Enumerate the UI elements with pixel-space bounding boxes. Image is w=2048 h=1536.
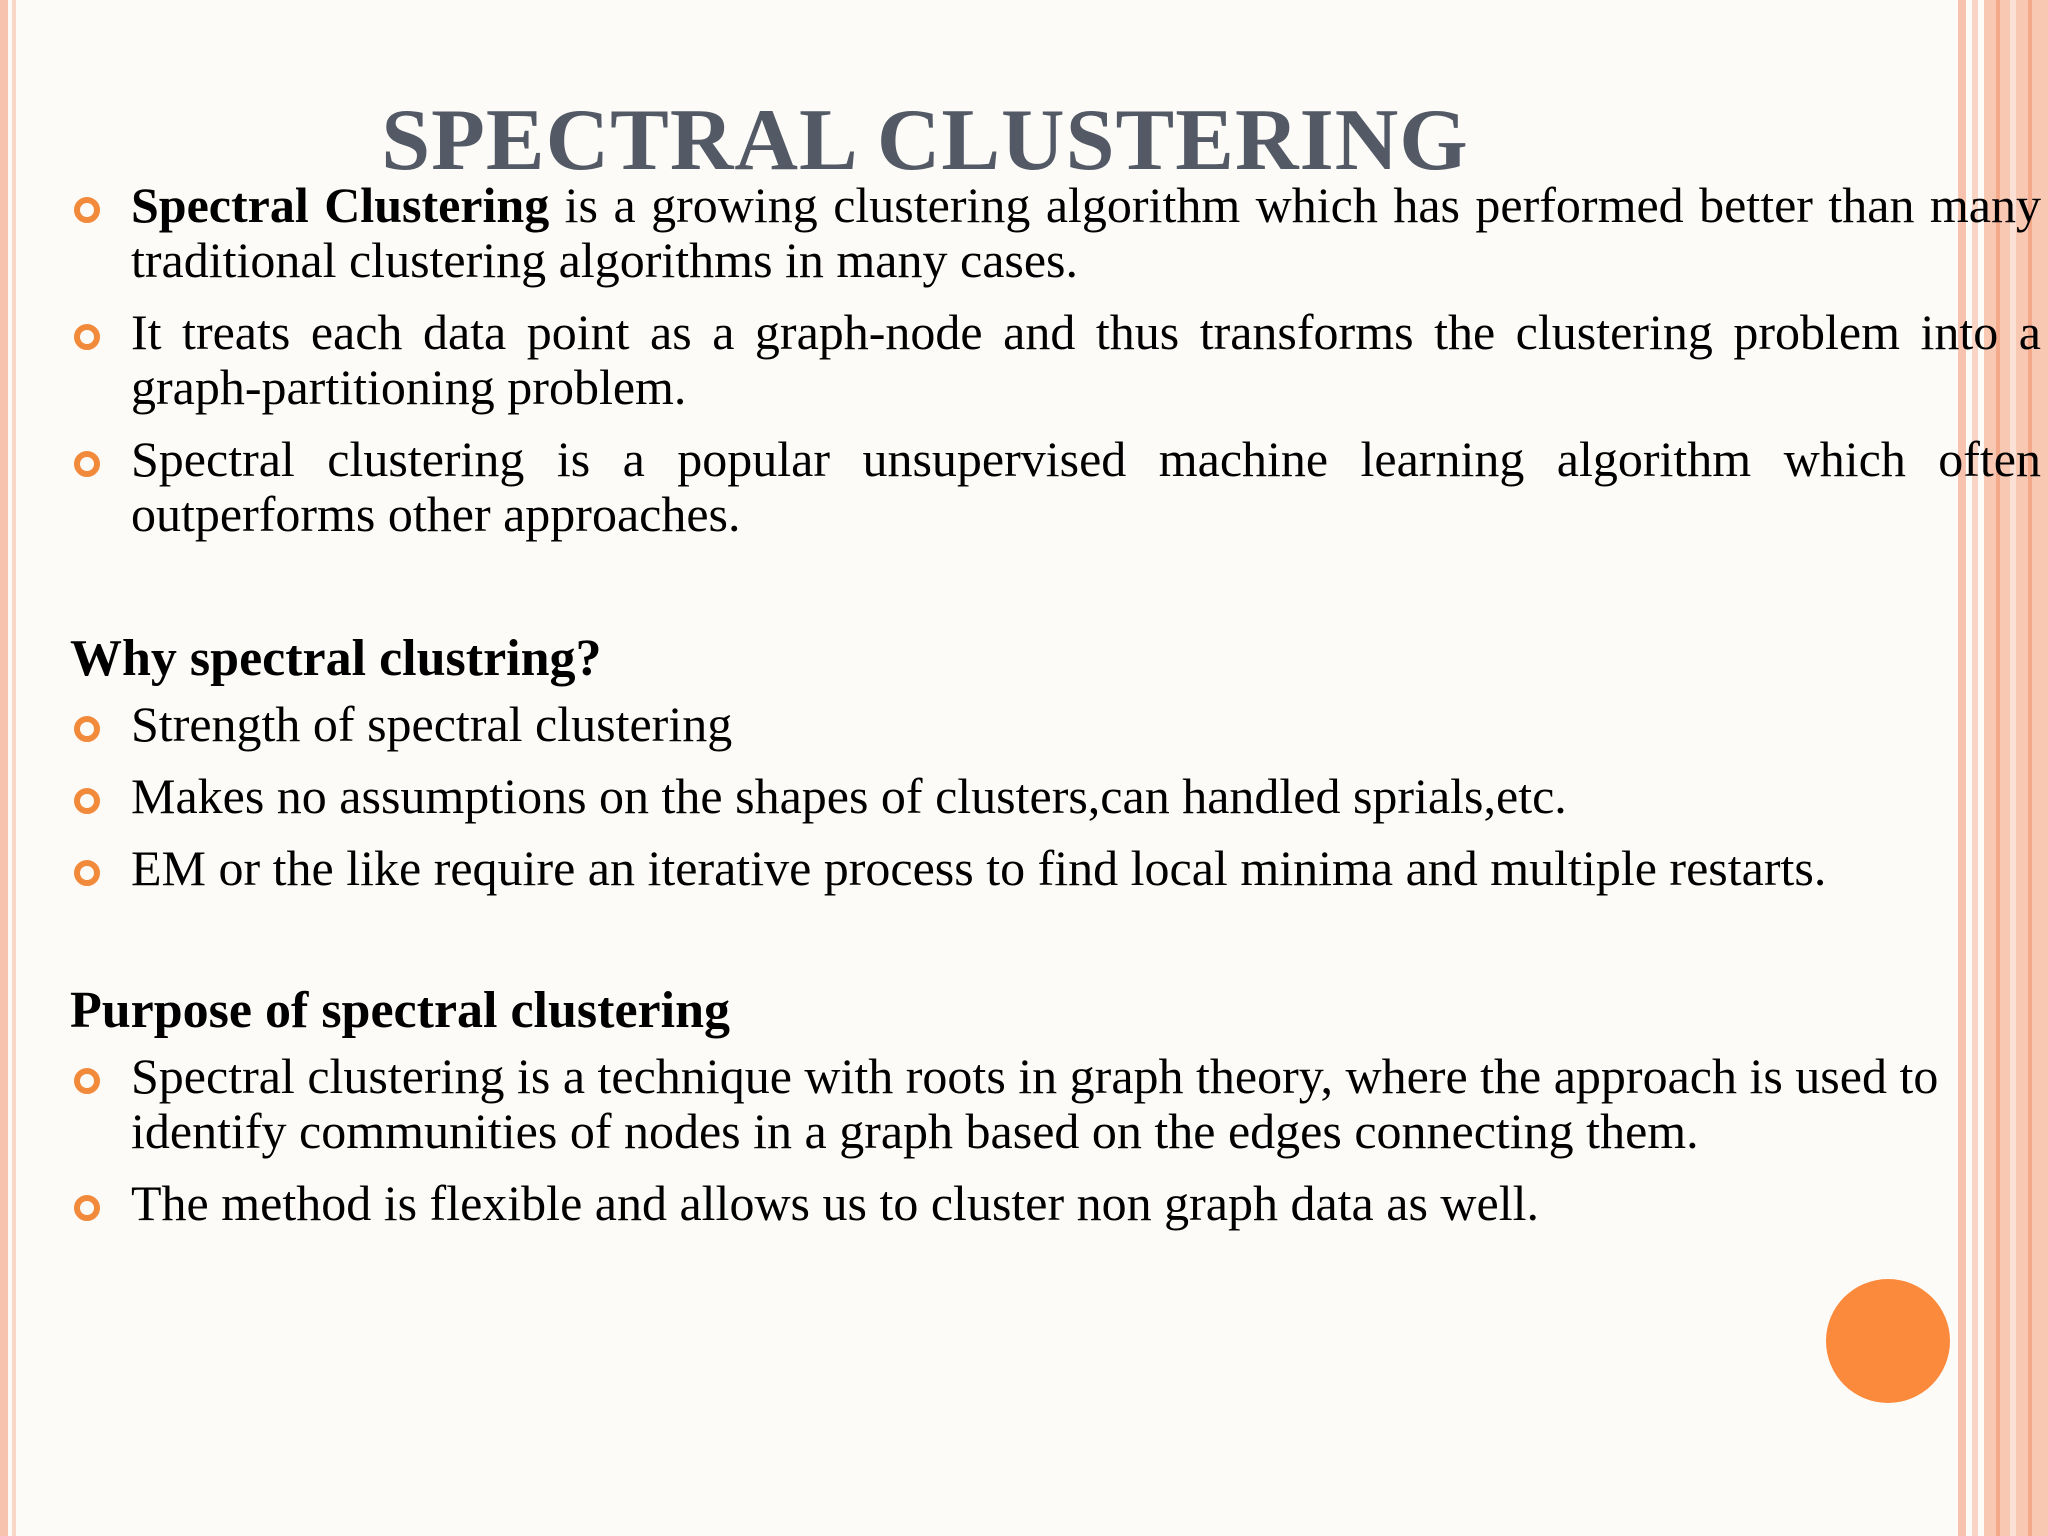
purpose-bullet-list <box>70 1049 1980 1231</box>
ring-bullet-icon <box>74 1195 100 1221</box>
intro-bullet-2 <box>70 304 2041 415</box>
ring-bullet-icon <box>74 716 100 742</box>
bullet-text <box>131 178 2041 288</box>
why-bullet-1 <box>70 697 1980 752</box>
intro-bullet-3 <box>70 431 2041 542</box>
slide-content <box>70 177 2041 1248</box>
spacer <box>70 559 1980 629</box>
purpose-bullet-1 <box>70 1049 1980 1159</box>
bullet-text: Makes no assumptions on the shapes of clusters,can handled sprials,etc. <box>131 768 1567 824</box>
intro-bullet-list <box>70 177 2041 542</box>
bullet-text: It treats each data point as a graph-node and thus transforms the clustering problem into a graph-partitioning problem. <box>131 304 2041 415</box>
ring-bullet-icon <box>74 451 100 477</box>
left-border-stripe <box>0 0 8 1536</box>
bullet-body: is a growing clustering algorithm which has performed better than many traditional clustering algorithms in many cases. <box>131 177 2041 288</box>
purpose-heading: Purpose of spectral clustering <box>70 982 731 1039</box>
bold-term: Spectral Clustering <box>131 177 550 233</box>
ring-bullet-icon <box>74 324 100 350</box>
bullet-text: Spectral clustering is a popular unsupervised machine learning algorithm which often outperforms other approaches. <box>131 431 2041 542</box>
bullet-text: Spectral clustering is a technique with roots in graph theory, where the approach is used to identify communities of nodes in a graph based on the edges connecting them. <box>131 1048 1939 1159</box>
why-bullet-3 <box>70 841 1980 896</box>
ring-bullet-icon <box>74 197 100 223</box>
ring-bullet-icon <box>74 1068 100 1094</box>
intro-bullet-1 <box>70 177 2041 288</box>
spacer <box>70 913 1980 981</box>
purpose-bullet-2 <box>70 1176 1980 1231</box>
ring-bullet-icon <box>74 860 100 886</box>
bullet-text: EM or the like require an iterative process to find local minima and multiple restarts. <box>131 840 1827 896</box>
orange-circle-decoration <box>1826 1279 1950 1403</box>
why-bullet-list <box>70 697 1980 896</box>
why-bullet-2 <box>70 769 1980 824</box>
left-border-stripe-inner <box>12 0 16 1536</box>
bullet-text: The method is flexible and allows us to cluster non graph data as well. <box>131 1175 1539 1231</box>
slide-title: SPECTRAL CLUSTERING <box>381 91 1469 189</box>
why-heading: Why spectral clustring? <box>70 630 602 687</box>
bullet-text: Strength of spectral clustering <box>131 696 733 752</box>
ring-bullet-icon <box>74 788 100 814</box>
